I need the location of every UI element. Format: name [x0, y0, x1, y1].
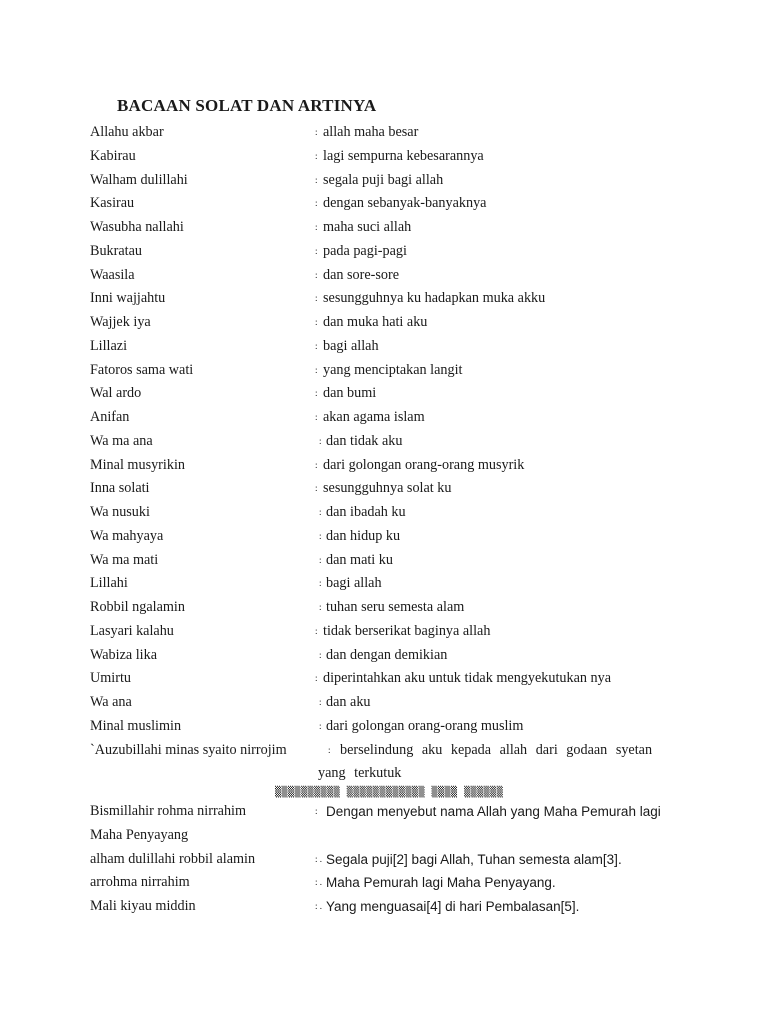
arabic-term: Minal musyrikin: [90, 456, 185, 473]
translation: segala puji bagi allah: [323, 171, 444, 188]
glossary-row: [90, 145, 690, 169]
separator: :: [315, 625, 318, 636]
glossary-row-long: [90, 739, 690, 787]
separator: :: [319, 578, 322, 589]
arabic-term: Lasyari kalahu: [90, 622, 174, 639]
separator: :: [319, 530, 322, 541]
translation: bagi allah: [323, 337, 379, 354]
translation: dan aku: [326, 694, 371, 710]
document-title: BACAAN SOLAT DAN ARTINYA: [117, 96, 377, 115]
translation: dan hidup ku: [326, 527, 401, 544]
glossary-row: [90, 359, 690, 383]
glossary-row: [90, 335, 690, 359]
separator: :: [315, 269, 318, 280]
separator: :: [315, 198, 318, 209]
translation: akan agama islam: [323, 409, 425, 425]
separator: :: [315, 483, 318, 494]
translation: dengan sebanyak-banyaknya: [323, 195, 487, 212]
arabic-term: Wasubha nallahi: [90, 219, 184, 235]
fatiha-row: [90, 800, 690, 848]
separator: :: [319, 554, 322, 565]
glossary-row: [90, 501, 690, 525]
separator: :: [315, 340, 318, 351]
glossary-row: [90, 715, 690, 739]
arabic-term: Kabirau: [90, 147, 136, 164]
translation: Maha Pemurah lagi Maha Penyayang.: [326, 875, 556, 891]
arabic-term: Fatoros sama wati: [90, 361, 194, 378]
separator: :: [315, 150, 318, 161]
translation: Yang menguasai[4] di hari Pembalasan[5].: [326, 899, 580, 914]
translation: sesungguhnya ku hadapkan muka akku: [323, 290, 546, 307]
arabic-term: Anifan: [90, 409, 130, 425]
glossary-row: [90, 406, 690, 430]
glossary-row: [90, 691, 690, 715]
separator: :: [315, 127, 318, 137]
separator: :: [315, 673, 318, 684]
arabic-term: Wa ana: [90, 694, 132, 710]
translation: dan bumi: [323, 385, 377, 402]
translation: dari golongan orang-orang muslim: [326, 717, 524, 734]
separator: :: [319, 720, 322, 731]
translation: tidak berserikat baginya allah: [323, 622, 491, 639]
arabic-term: Umirtu: [90, 670, 131, 687]
separator: :: [315, 174, 318, 185]
translation: tuhan seru semesta alam: [326, 599, 465, 615]
separator: :: [319, 435, 322, 446]
translation: dan sore-sore: [323, 266, 400, 283]
separator: :: [328, 744, 331, 755]
prayer-glossary: [90, 121, 690, 786]
arabic-term: Bismillahir rohma nirrahim: [90, 803, 247, 819]
glossary-row: [90, 192, 690, 216]
fatiha-row: [90, 895, 690, 919]
translation: dan mati ku: [326, 551, 393, 568]
glossary-row: [90, 572, 690, 596]
separator: :: [315, 364, 318, 375]
translation: dan tidak aku: [326, 432, 403, 449]
translation: dan muka hati aku: [323, 314, 428, 330]
arabic-term: Inni wajjahtu: [90, 290, 166, 307]
arabic-term: Wabiza lika: [90, 646, 158, 663]
translation: dari golongan orang-orang musyrik: [323, 456, 525, 473]
separator: :: [319, 507, 322, 517]
arabic-term: Kasirau: [90, 195, 135, 212]
separator: :: [315, 245, 318, 256]
translation: diperintahkan aku untuk tidak mengyekutukan nya: [323, 670, 612, 687]
arabic-term: Wa ma ana: [90, 432, 153, 449]
glossary-row: [90, 596, 690, 620]
separator: :: [315, 806, 318, 816]
arabic-term: Wal ardo: [90, 385, 142, 402]
translation: dan ibadah ku: [326, 504, 406, 520]
glossary-row: [90, 287, 690, 311]
arabic-term: Walham dulillahi: [90, 171, 188, 188]
translation: lagi sempurna kebesarannya: [323, 147, 484, 164]
translation: pada pagi-pagi: [323, 242, 407, 259]
translation: maha suci allah: [323, 219, 412, 235]
separator: : .: [315, 901, 323, 911]
arabic-term: Allahu akbar: [90, 124, 164, 140]
translation-line-1: berselindung aku kepada allah dari godaan syetan: [340, 741, 653, 758]
translation: Dengan menyebut nama Allah yang Maha Pemurah lagi: [326, 804, 661, 819]
separator: :: [315, 388, 318, 399]
translation: sesungguhnya solat ku: [323, 480, 452, 497]
separator: : .: [315, 853, 323, 864]
translation-continuation: Maha Penyayang: [90, 826, 189, 843]
arabic-term: arrohma nirrahim: [90, 874, 190, 891]
translation: dan dengan demikian: [326, 646, 448, 663]
glossary-row: [90, 430, 690, 454]
separator: :: [315, 459, 318, 470]
translation: yang menciptakan langit: [323, 361, 463, 378]
arabic-term: `Auzubillahi minas syaito nirrojim: [90, 741, 287, 758]
arabic-term: Lillazi: [90, 337, 128, 354]
glossary-row: [90, 667, 690, 691]
garbled-heading: ▒▒▒▒▒▒▒▒▒▒ ▒▒▒▒▒▒▒▒▒▒▒▒ ▒▒▒▒ ▒▒▒▒▒▒: [275, 787, 504, 798]
arabic-term: Wa ma mati: [90, 551, 159, 568]
arabic-term: Wa nusuki: [90, 504, 150, 520]
glossary-row: [90, 121, 690, 145]
glossary-row: [90, 240, 690, 264]
translation: bagi allah: [326, 575, 382, 592]
arabic-term: Wa mahyaya: [90, 527, 164, 544]
arabic-term: Bukratau: [90, 242, 143, 259]
glossary-row: [90, 216, 690, 240]
fatiha-glossary: [90, 800, 690, 919]
glossary-row: [90, 549, 690, 573]
separator: :: [319, 649, 322, 660]
arabic-term: Waasila: [90, 266, 135, 283]
translation-line-2: yang terkutuk: [318, 765, 402, 782]
arabic-term: Inna solati: [90, 480, 150, 497]
separator: :: [315, 222, 318, 232]
separator: :: [315, 412, 318, 422]
arabic-term: alham dulillahi robbil alamin: [90, 850, 256, 867]
translation: Segala puji[2] bagi Allah, Tuhan semesta alam[3].: [326, 851, 622, 867]
arabic-term: Robbil ngalamin: [90, 599, 185, 615]
glossary-row: [90, 525, 690, 549]
arabic-term: Mali kiyau middin: [90, 898, 196, 914]
glossary-row: [90, 169, 690, 193]
fatiha-row: [90, 848, 690, 872]
arabic-term: Lillahi: [90, 575, 128, 592]
arabic-term: Minal muslimin: [90, 717, 182, 734]
arabic-term: Wajjek iya: [90, 314, 151, 330]
separator: :: [319, 602, 322, 612]
separator: : .: [315, 877, 323, 888]
separator: :: [315, 317, 318, 327]
translation: [340, 739, 678, 763]
glossary-row: [90, 620, 690, 644]
glossary-row: [90, 477, 690, 501]
separator: :: [319, 697, 322, 707]
fatiha-row: [90, 871, 690, 895]
separator: :: [315, 293, 318, 304]
translation: allah maha besar: [323, 124, 419, 140]
glossary-row: [90, 264, 690, 288]
glossary-row: [90, 454, 690, 478]
glossary-row: [90, 644, 690, 668]
glossary-row: [90, 382, 690, 406]
glossary-row: [90, 311, 690, 335]
